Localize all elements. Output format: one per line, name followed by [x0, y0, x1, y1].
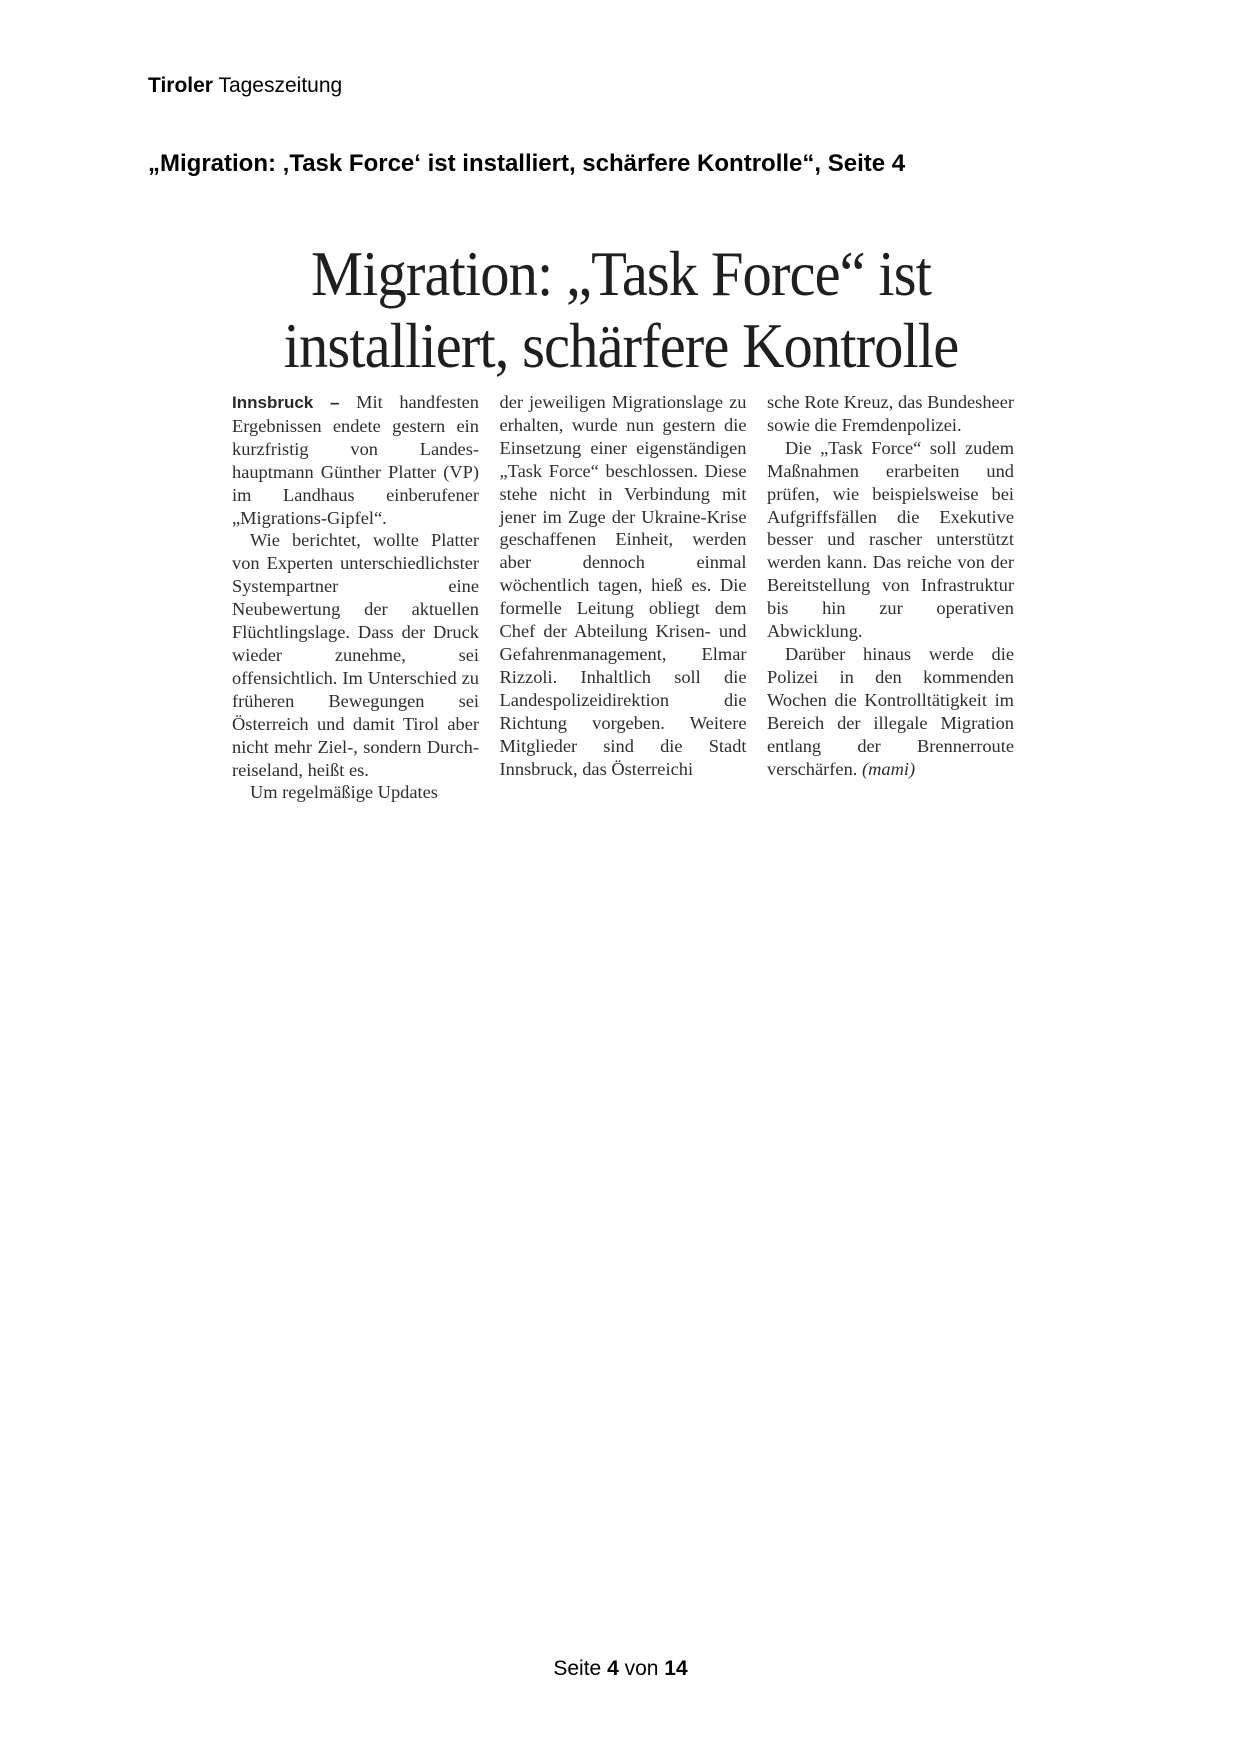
footer-separator: von: [624, 1657, 659, 1680]
article-columns: [232, 391, 1014, 804]
paragraph: [767, 643, 1014, 780]
paragraph-text: Mit handfesten Ergebnissen endete gestern ein kurzfristig von Landeshauptmann Günther Platter (VP) im Landhaus einberufener „Migrations-Gipfel“.: [232, 392, 479, 528]
paragraph: [232, 391, 479, 529]
publisher-name-bold: Tiroler: [148, 74, 213, 97]
paragraph: Die „Task Force“ soll zudem Maßnahmen erarbeiten und prüfen, wie beispielsweise bei Aufgriffsfällen die Exekutive besser und rascher unterstützt werden kann. Das reiche von der Bereitstellung von Infrastruktur bis hin zur operativen Abwicklung.: [767, 437, 1014, 642]
page-footer: [0, 1657, 1241, 1681]
headline-line-1: Migration: „Task Force“ ist: [310, 239, 932, 309]
footer-prefix: Seite: [553, 1657, 602, 1680]
article-column-2: [500, 391, 747, 804]
headline-line-2: installiert, schärfere Kontrolle: [283, 311, 959, 381]
article-column-3: [767, 391, 1014, 804]
paragraph: Um regelmäßige Updates: [250, 782, 438, 803]
paragraph: der jeweiligen Migrationslage zu erhalten, wurde nun gestern die Einsetzung einer eigenständigen „Task Force“ beschlossen. Diese stehe nicht in Verbindung mit jener im Zuge der Ukraine-Krise geschaffenen Einheit, werden aber dennoch einmal wöchentlich tagen, hieß es. Die formelle Leitung obliegt dem Chef der Abteilung Krisen- und Gefahrenmanagement, Elmar Rizzoli. Inhaltlich soll die Landespolizeidirektion die Richtung vorgeben. Weitere Mitglieder sind die Stadt Innsbruck, das Österreichi: [499, 392, 747, 779]
author-tag: (mami): [861, 758, 916, 779]
total-page-count: 14: [664, 1657, 688, 1680]
current-page-number: 4: [607, 1657, 619, 1680]
article-column-1: [232, 391, 479, 804]
newspaper-clipping: [228, 238, 1014, 803]
document-title: „Migration: ‚Task Force‘ ist installiert, schärfere Kontrolle“, Seite 4: [148, 150, 906, 177]
dateline: Innsbruck –: [232, 393, 340, 412]
paragraph: sche Rote Kreuz, das Bundesheer sowie die Fremdenpolizei.: [767, 392, 1014, 435]
paragraph: Wie berichtet, wollte Platter von Experten unterschiedlichster Systempartner eine Neubewertung der aktuellen Flüchtlingslage. Dass der Druck wieder zunehme, sei offensichtlich. Im Unterschied zu früheren Bewegungen sei Österreich und damit Tirol aber nicht mehr Ziel-, sondern Durchreiseland, heißt es.: [232, 530, 479, 780]
publisher-name-regular: Tageszeitung: [218, 74, 343, 97]
publisher-name: [148, 74, 342, 98]
paragraph-text: Darüber hinaus werde die Polizei in den kommenden Wochen die Kontrolltätigkeit im Bereich der illegale Migration entlang der Brennerroute verschärfen.: [767, 643, 1014, 779]
article-headline: [256, 238, 987, 382]
